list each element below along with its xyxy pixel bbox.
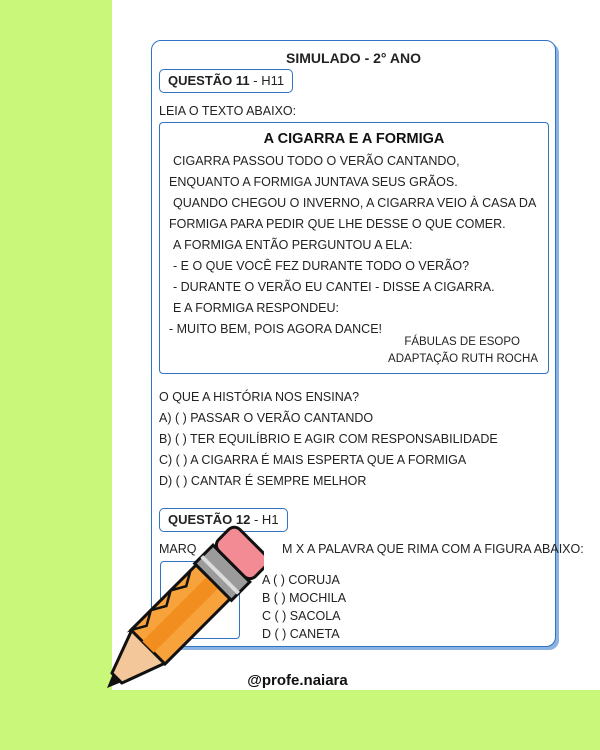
answer-option-d[interactable]: D) ( ) CANTAR É SEMPRE MELHOR — [159, 474, 367, 488]
story-line: CIGARRA PASSOU TODO O VERÃO CANTANDO, — [173, 154, 460, 168]
answer-option-b[interactable]: B) ( ) TER EQUILÍBRIO E AGIR COM RESPONSABILIDADE — [159, 432, 498, 446]
story-line: QUANDO CHEGOU O INVERNO, A CIGARRA VEIO À CASA DA — [173, 196, 537, 210]
question-11-label: QUESTÃO 11 — [168, 73, 250, 88]
question-12-code: - H1 — [253, 512, 279, 527]
story-line: - MUITO BEM, POIS AGORA DANCE! — [169, 322, 383, 336]
question-11-header — [159, 69, 293, 93]
profile-handle: @profe.naiara — [247, 672, 348, 689]
story-line: - E O QUE VOCÊ FEZ DURANTE TODO O VERÃO? — [173, 259, 470, 273]
rhyme-option-d[interactable]: D ( ) CANETA — [262, 627, 340, 641]
story-credit-source: FÁBULAS DE ESOPO — [404, 336, 520, 348]
story-credit-adaptation: ADAPTAÇÃO RUTH ROCHA — [388, 353, 538, 365]
answer-option-a[interactable]: A) ( ) PASSAR O VERÃO CANTANDO — [159, 411, 374, 425]
story-line: A FORMIGA ENTÃO PERGUNTOU A ELA: — [173, 238, 413, 252]
story-title: A CIGARRA E A FORMIGA — [263, 131, 445, 147]
question-12-instruction-end: M X A PALAVRA QUE RIMA COM A FIGURA ABAIXO: — [282, 542, 584, 556]
story-line: ENQUANTO A FORMIGA JUNTAVA SEUS GRÃOS. — [169, 175, 458, 189]
worksheet-title: SIMULADO - 2° ANO — [286, 50, 421, 66]
question-11-instruction: LEIA O TEXTO ABAIXO: — [159, 104, 297, 118]
answer-option-c[interactable]: C) ( ) A CIGARRA É MAIS ESPERTA QUE A FORMIGA — [159, 453, 467, 467]
question-11-prompt: O QUE A HISTÓRIA NOS ENSINA? — [159, 390, 360, 404]
rhyme-option-a[interactable]: A ( ) CORUJA — [262, 573, 340, 587]
question-12-instruction-start: MARQ — [159, 542, 197, 556]
rhyme-option-b[interactable]: B ( ) MOCHILA — [262, 591, 347, 605]
question-11-code: - H11 — [253, 73, 285, 88]
story-box — [159, 122, 549, 374]
pencil-icon — [104, 520, 264, 695]
story-line: - DURANTE O VERÃO EU CANTEI - DISSE A CIGARRA. — [173, 280, 495, 294]
rhyme-option-c[interactable]: C ( ) SACOLA — [262, 609, 341, 623]
story-line: FORMIGA PARA PEDIR QUE LHE DESSE O QUE COMER. — [169, 217, 506, 231]
story-line: E A FORMIGA RESPONDEU: — [173, 301, 340, 315]
question-12-label: QUESTÃO 12 — [168, 512, 251, 527]
